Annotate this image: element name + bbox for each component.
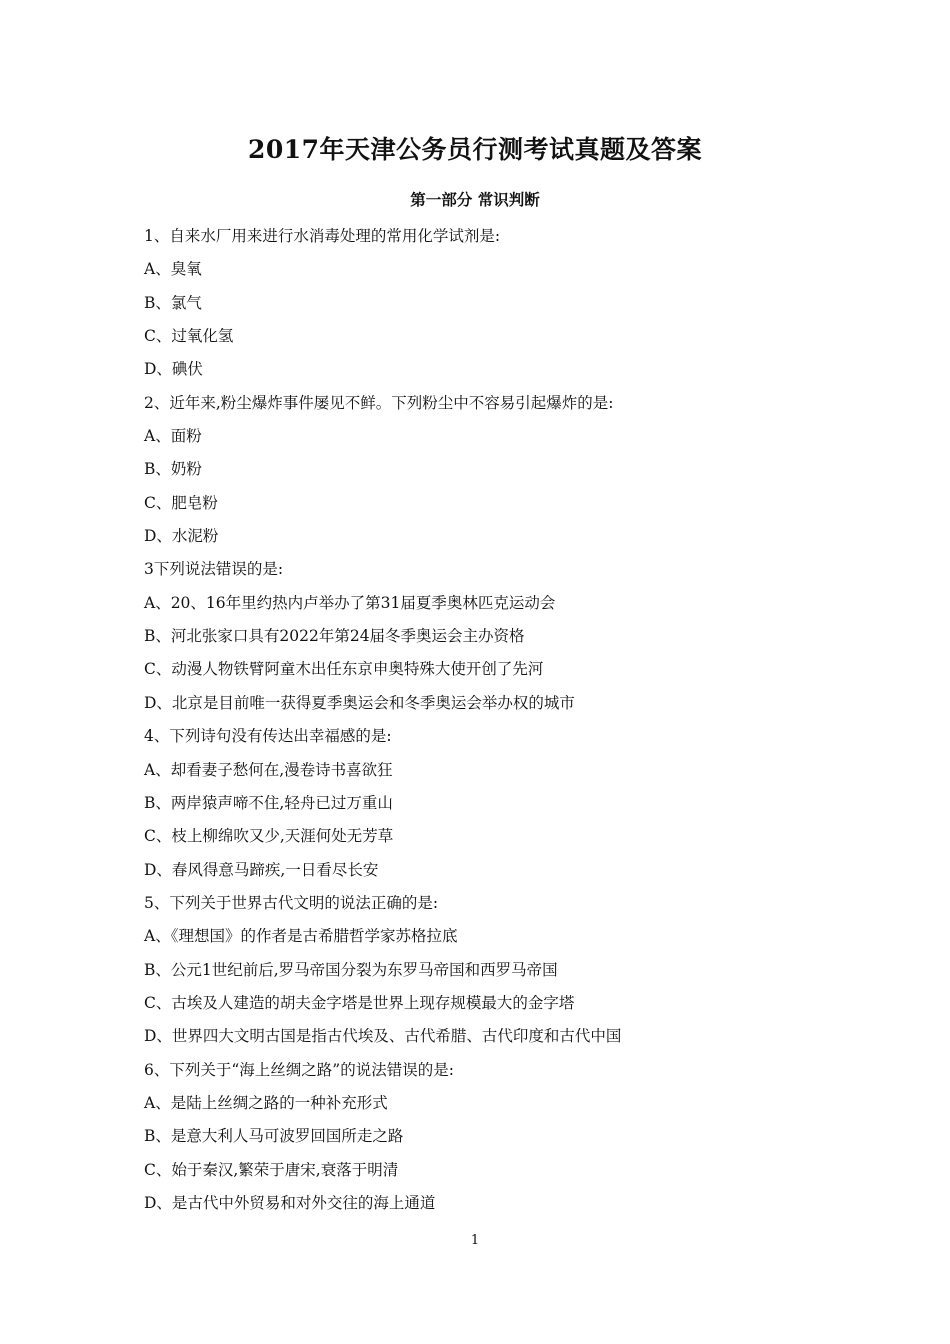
question-2-option-a: A、面粉 [144, 427, 202, 446]
question-3-option-c: C、动漫人物铁臂阿童木出任东京申奥特殊大使开创了先河 [144, 660, 544, 679]
question-3-option-b: B、河北张家口具有2022年第24届冬季奥运会主办资格 [144, 627, 525, 646]
question-6-stem: 6、下列关于“海上丝绸之路”的说法错误的是: [144, 1060, 454, 1079]
question-5-option-d: D、世界四大文明古国是指古代埃及、古代希腊、古代印度和古代中国 [144, 1027, 622, 1046]
question-3-option-a: A、20、16年里约热内卢举办了第31届夏季奥林匹克运动会 [144, 593, 556, 612]
question-5-option-a: A、《理想国》的作者是古希腊哲学家苏格拉底 [144, 927, 458, 946]
question-2-option-d: D、水泥粉 [144, 527, 219, 546]
question-2-option-c: C、肥皂粉 [144, 493, 218, 512]
question-3-option-d: D、北京是目前唯一获得夏季奥运会和冬季奥运会举办权的城市 [144, 693, 575, 712]
document-title: 2017年天津公务员行测考试真题及答案 [247, 135, 703, 164]
question-5-option-c: C、古埃及人建造的胡夫金字塔是世界上现存规模最大的金字塔 [144, 993, 575, 1012]
question-3-stem: 3下列说法错误的是: [144, 560, 284, 579]
question-1-option-a: A、臭氧 [144, 260, 202, 279]
page-number: 1 [470, 1233, 480, 1248]
question-1-stem: 1、自来水厂用来进行水消毒处理的常用化学试剂是: [144, 227, 501, 245]
question-5-stem: 5、下列关于世界古代文明的说法正确的是: [144, 893, 439, 912]
question-6-option-b: B、是意大利人马可波罗回国所走之路 [144, 1127, 404, 1146]
question-list [144, 220, 824, 1220]
section-heading: 第一部分 常识判断 [410, 190, 540, 209]
question-6-option-d: D、是古代中外贸易和对外交往的海上通道 [144, 1193, 436, 1212]
question-4-option-c: C、枝上柳绵吹又少,天涯何处无芳草 [144, 827, 394, 846]
question-6-option-a: A、是陆上丝绸之路的一种补充形式 [144, 1093, 388, 1112]
question-4-option-a: A、却看妻子愁何在,漫卷诗书喜欲狂 [144, 760, 393, 779]
question-1-option-c: C、过氧化氢 [144, 327, 234, 346]
question-1-option-b: B、氯气 [144, 293, 202, 312]
question-5-option-b: B、公元1世纪前后,罗马帝国分裂为东罗马帝国和西罗马帝国 [144, 960, 558, 979]
question-6-option-c: C、始于秦汉,繁荣于唐宋,衰落于明清 [144, 1160, 399, 1179]
question-4-option-b: B、两岸猿声啼不住,轻舟已过万重山 [144, 793, 393, 812]
question-1-option-d: D、碘伏 [144, 360, 203, 379]
question-2-option-b: B、奶粉 [144, 460, 202, 479]
question-2-stem: 2、近年来,粉尘爆炸事件屡见不鲜。下列粉尘中不容易引起爆炸的是: [144, 393, 614, 412]
question-4-stem: 4、下列诗句没有传达出幸福感的是: [144, 727, 392, 746]
question-4-option-d: D、春风得意马蹄疾,一日看尽长安 [144, 860, 379, 879]
